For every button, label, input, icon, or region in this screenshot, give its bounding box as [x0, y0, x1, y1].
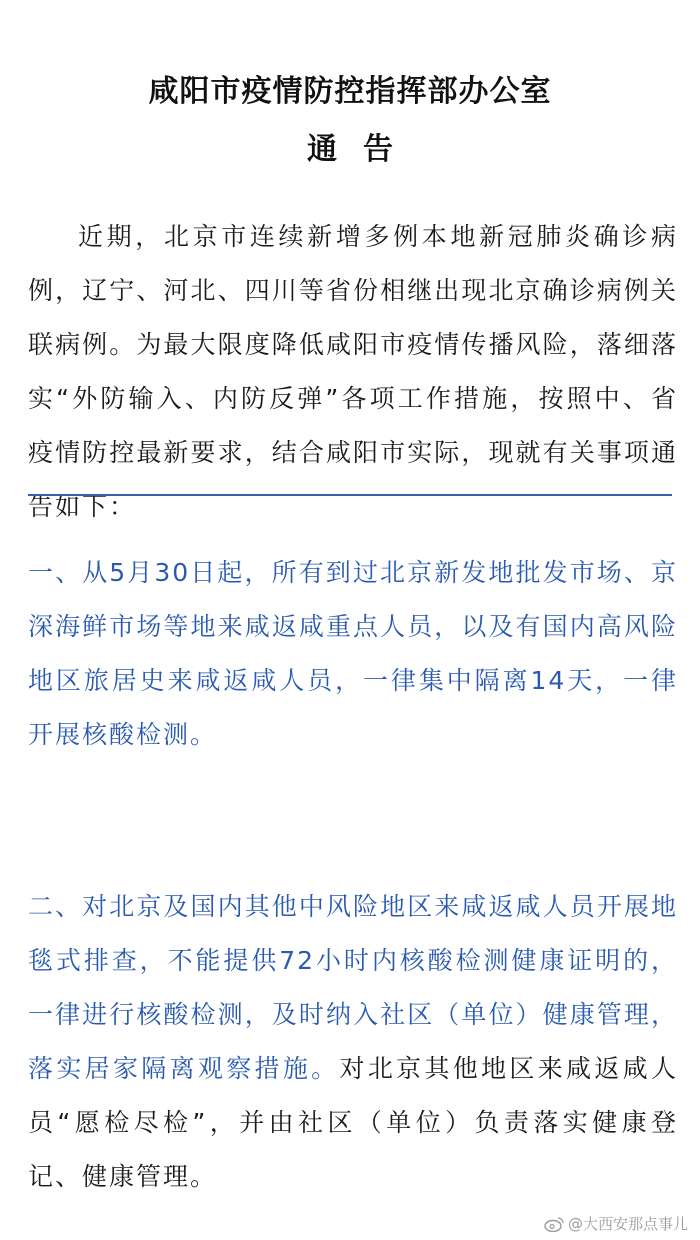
weibo-logo-icon: [544, 1216, 564, 1232]
notice-item-1-highlight: 一、从5月30日起，所有到过北京新发地批发市场、京深海鲜市场等地来咸返咸重点人员，以及有国内高风险地区旅居史来咸返咸人员，一律集中隔离14天，一律开展核酸检测。: [28, 558, 678, 749]
notice-item-2: [28, 880, 678, 1204]
watermark-text: @大西安那点事儿: [567, 1215, 688, 1233]
weibo-watermark: [544, 1213, 688, 1234]
notice-item-2-rest: 对北京其他地区来咸返咸人员“愿检尽检”，并由社区（单位）负责落实健康登记、健康管理。: [28, 1054, 678, 1191]
section-divider: [28, 494, 672, 496]
notice-item-2-highlight: 二、对北京及国内其他中风险地区来咸返咸人员开展地毯式排查，不能提供72小时内核酸检测健康证明的，一律进行核酸检测，及时纳入社区（单位）健康管理，落实居家隔离观察措施。: [28, 892, 678, 1083]
notice-item-1: [28, 546, 678, 762]
issuing-office-title: 咸阳市疫情防控指挥部办公室: [148, 74, 552, 109]
notice-heading: 通告: [307, 132, 419, 167]
intro-paragraph: 近期，北京市连续新增多例本地新冠肺炎确诊病例，辽宁、河北、四川等省份相继出现北京确诊病例关联病例。为最大限度降低咸阳市疫情传播风险，落细落实“外防输入、内防反弹”各项工作措施，按照中、省疫情防控最新要求，结合咸阳市实际，现就有关事项通告如下：: [28, 222, 678, 521]
